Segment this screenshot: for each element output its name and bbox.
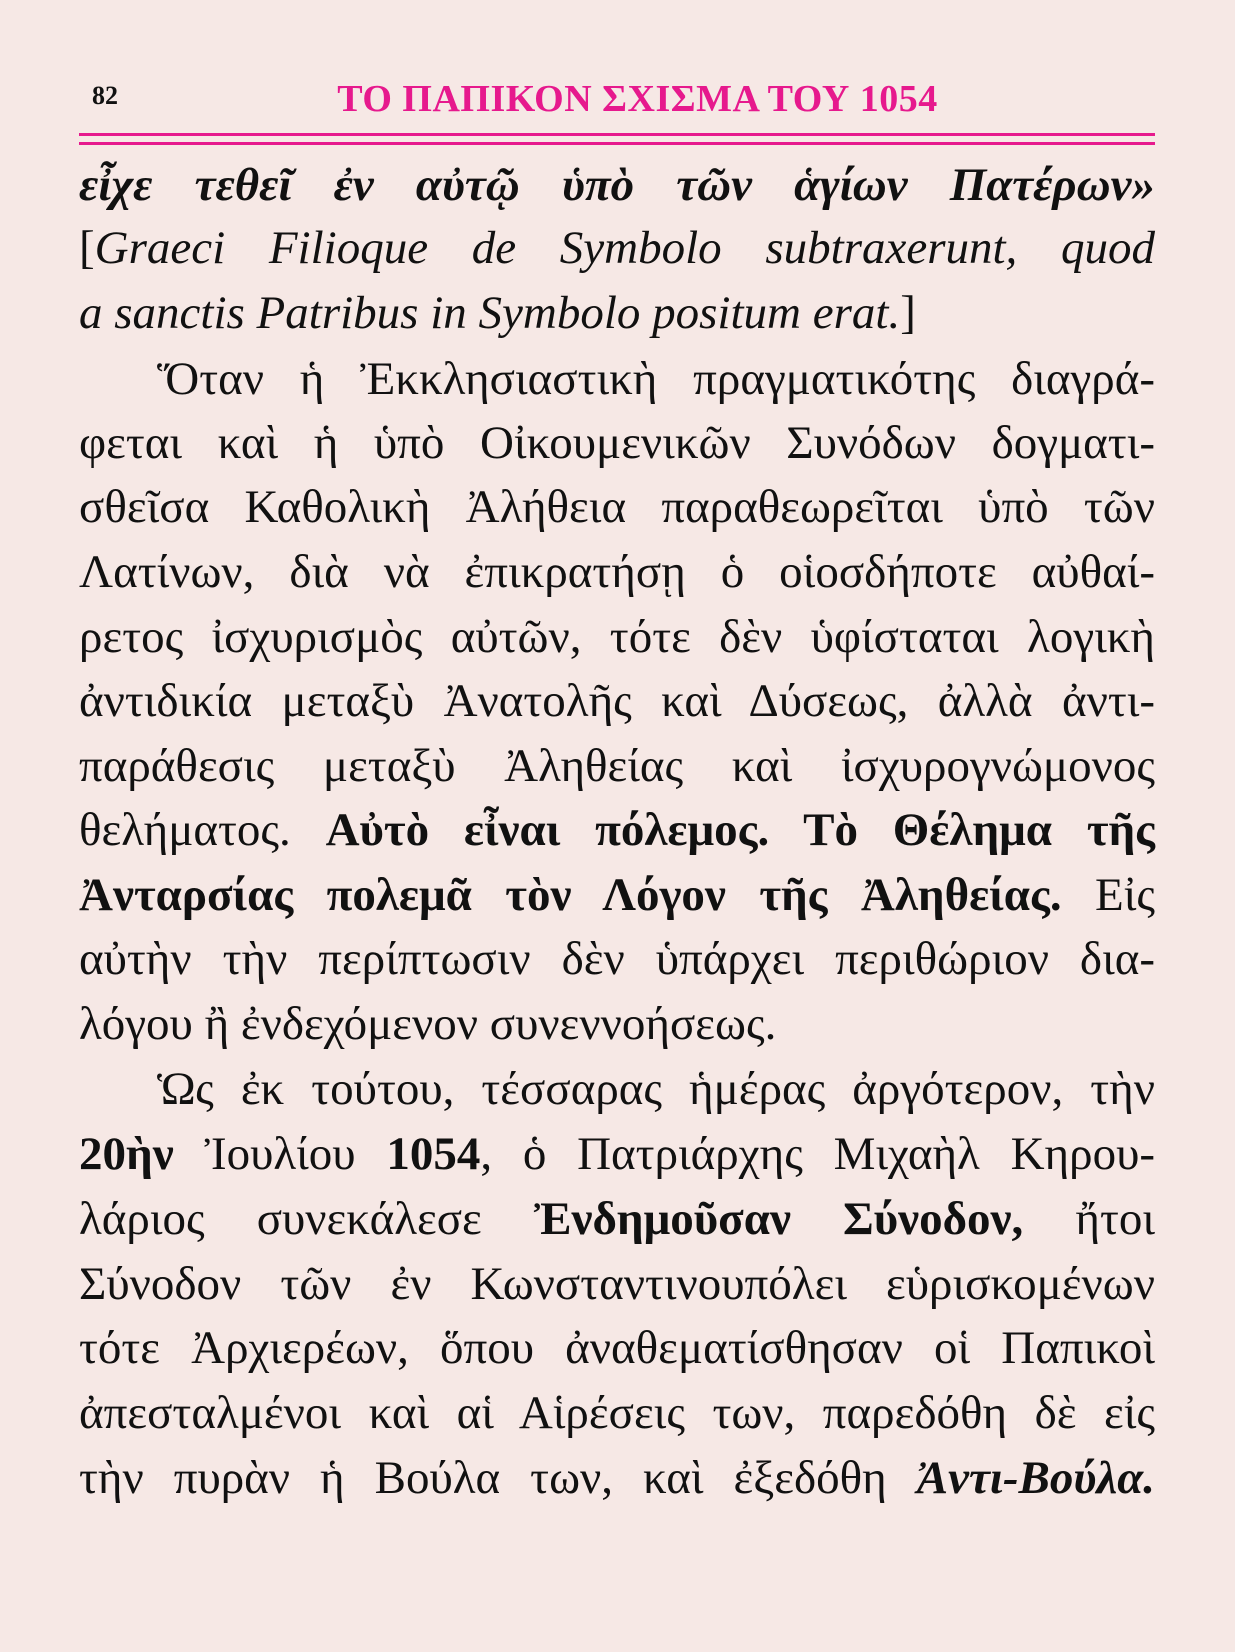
text-span: τὴν πυρὰν ἡ Βούλα των, καὶ ἐξεδόθη [79, 1452, 917, 1504]
text-line [79, 1193, 1155, 1245]
text-span: θελήματος. [79, 804, 326, 856]
text-span: 20ὴν [79, 1128, 174, 1180]
text-line [79, 1128, 1155, 1180]
text-line: ἀντιδικία μεταξὺ Ἀνατολῆς καὶ Δύσεως, ἀλλὰ ἀντι- [79, 675, 1155, 727]
text-span: , ὁ Πατριάρχης Μιχαὴλ Κηρου- [480, 1128, 1155, 1180]
text-line [79, 804, 1155, 856]
text-line: φεται καὶ ἡ ὑπὸ Οἰκουμενικῶν Συνόδων δογματι- [79, 417, 1155, 469]
text-span: 1054 [386, 1128, 481, 1180]
text-span: Ἰουλίου [173, 1128, 387, 1180]
text-span: λάριος συνεκάλεσε [79, 1193, 534, 1245]
header-rule-bottom [79, 142, 1155, 145]
text-line: Λατίνων, διὰ νὰ ἐπικρατήσῃ ὁ οἱοσδήποτε αὐθαί- [79, 546, 1155, 598]
header-rule-top [79, 133, 1155, 136]
text-line [79, 1452, 1155, 1504]
text-line: ἀπεσταλμένοι καὶ αἱ Αἱρέσεις των, παρεδόθη δὲ εἰς [79, 1387, 1155, 1439]
text-line [79, 869, 1155, 921]
text-span: Ἀντι-Βούλα. [916, 1452, 1155, 1504]
text-line: ρετος ἰσχυρισμὸς αὐτῶν, τότε δὲν ὑφίσταται λογικὴ [79, 611, 1155, 663]
running-title: ΤΟ ΠΑΠΙΚΟΝ ΣΧΙΣΜΑ ΤΟΥ 1054 [337, 78, 938, 120]
text-line: τότε Ἀρχιερέων, ὅπου ἀναθεματίσθησαν οἱ Παπικοὶ [79, 1322, 1155, 1374]
text-line: Σύνοδον τῶν ἐν Κωνσταντινουπόλει εὑρισκομένων [79, 1258, 1155, 1310]
text-line: αὐτὴν τὴν περίπτωσιν δὲν ὑπάρχει περιθώριον δια- [79, 933, 1155, 985]
page-number: 82 [92, 81, 118, 110]
text-line [79, 222, 1155, 274]
text-line: Ὡς ἐκ τούτου, τέσσαρας ἡμέρας ἀργότερον, τὴν [157, 1063, 1155, 1115]
text-line: παράθεσις μεταξὺ Ἀληθείας καὶ ἰσχυρογνώμονος [79, 740, 1155, 792]
text-line: λόγου ἢ ἐνδεχόμενον συνεννοήσεως. [79, 998, 777, 1050]
text-line: σθεῖσα Καθολικὴ Ἀλήθεια παραθεωρεῖται ὑπὸ τῶν [79, 481, 1155, 533]
text-line [79, 287, 1155, 339]
text-span: a sanctis Patribus in Symbolo positum erat. [79, 287, 901, 339]
text-span: Εἰς [1061, 869, 1155, 921]
text-span: Ἐνδημοῦσαν Σύνοδον, [533, 1193, 1024, 1245]
text-span: ἤτοι [1023, 1193, 1155, 1245]
text-line: Ὅταν ἡ Ἐκκλησιαστικὴ πραγματικότης διαγρά- [157, 353, 1155, 405]
text-span: Graeci Filioque de Symbolo subtraxerunt, quod [94, 222, 1155, 274]
text-span: ] [900, 287, 916, 339]
text-span: Αὐτὸ εἶναι πόλεμος. Τὸ Θέλημα τῆς [325, 804, 1155, 856]
text-line: εἶχε τεθεῖ ἐν αὐτῷ ὑπὸ τῶν ἁγίων Πατέρων» [79, 159, 1155, 211]
text-span: [ [79, 222, 95, 274]
text-span: Ἀνταρσίας πολεμᾶ τὸν Λόγον τῆς Ἀληθείας. [79, 869, 1062, 921]
